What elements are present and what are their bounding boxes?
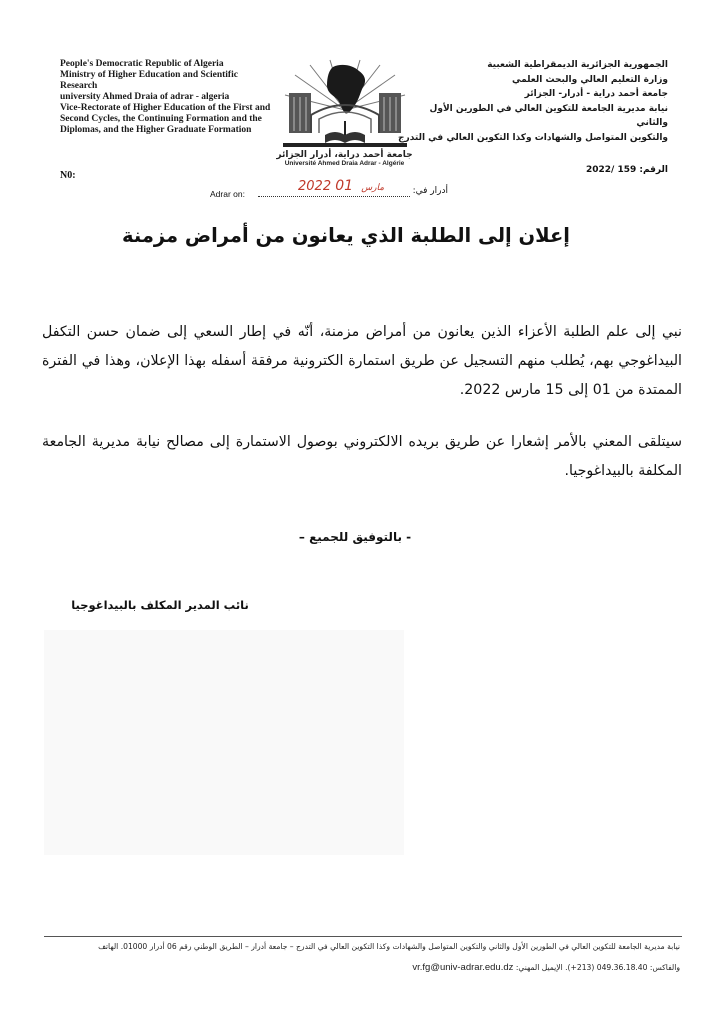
closing-wish: - بالتوفيق للجميع –	[298, 530, 412, 544]
university-logo	[275, 55, 415, 163]
handwritten-month: مارس	[361, 183, 385, 193]
footer-divider	[44, 936, 682, 937]
date-dotted-line	[258, 196, 410, 197]
announcement-title: إعلان إلى الطلبة الذي يعانون من أمراض مزمنة	[122, 224, 570, 247]
header-right	[398, 58, 668, 145]
number-label: N0:	[60, 170, 76, 181]
country-name-en: People's Democratic Republic of Algeria	[60, 59, 224, 69]
footer-contact	[40, 962, 680, 973]
body-paragraph-2: سيتلقى المعني بالأمر إشعارا عن طريق بريده الالكتروني بوصول الاستمارة إلى مصالح نيابة مديرية الجامعة المكلفة بالبيداغوجيا.	[42, 434, 682, 479]
vice-rectorate-line-2-ar: والتكوين المتواصل والشهادات وكذا التكوين العالي في التدرج	[398, 132, 668, 143]
logo-caption	[262, 150, 427, 167]
body-paragraph-1: نبي إلى علم الطلبة الأعزاء الذين يعانون من أمراض مزمنة، أنّه في إطار السعي إلى ضمان حسن التكفل البيداغوجي بهم، يُطلب منهم التسجيل عن طريق استمارة الكترونية مرفقة أسفله بهذا الإعلان، وهذا في الفترة الممتدة من 01 إلى 15 مارس 2022.	[42, 324, 682, 398]
footer-email: vr.fg@univ-adrar.edu.dz	[412, 962, 514, 973]
university-emblem-icon	[275, 55, 415, 155]
vice-rectorate-line-1-ar: نيابة مديرية الجامعة للتكوين العالي في الطورين الأول والثاني	[429, 103, 668, 128]
handwritten-year: 2022	[298, 179, 332, 194]
signer-title: نائب المدير المكلف بالبيداغوجيا	[71, 598, 249, 612]
date-label-ar: أدرار في:	[412, 186, 448, 196]
footer-address: نيابة مديرية الجامعة للتكوين العالي في الطورين الأول والثاني والتكوين المتواصل والشهادات وكذا التكوين العالي في التدرج – جامعة أدرار – الطريق الوطني رقم 06 أدرار 01000. الهاتف	[98, 942, 680, 951]
date-label-en: Adrar on:	[210, 189, 245, 199]
handwritten-date	[298, 178, 388, 194]
vice-rectorate-name-en: Vice-Rectorate of Higher Education of the First and Second Cycles, the Continuing Formation and the Diplomas, and the Higher Graduate Formation	[60, 103, 271, 135]
logo-caption-fr: Université Ahmed Draia Adrar - Algérie	[284, 160, 405, 167]
logo-caption-ar: جامعة أحمد دراية، أدرار الجزائر	[276, 150, 413, 160]
ministry-name-en: Ministry of Higher Education and Scientific Research	[60, 70, 238, 91]
reference-number: الرقم: 159 /2022	[585, 165, 668, 175]
header-left	[60, 59, 275, 136]
signature-area	[44, 630, 404, 855]
country-name-ar: الجمهورية الجزائرية الديمقراطية الشعبية	[487, 60, 668, 70]
footer-phone: والفاكس: 049.36.18.40 (213+). الإيميل المهني:	[515, 963, 680, 972]
handwritten-day: 01	[335, 178, 354, 194]
university-name-ar: جامعة أحمد دراية - أدرار- الجزائر	[524, 89, 668, 99]
ministry-name-ar: وزارة التعليم العالي والبحث العلمي	[511, 74, 668, 85]
university-name-en: university Ahmed Draia of adrar - algeria	[60, 92, 230, 102]
